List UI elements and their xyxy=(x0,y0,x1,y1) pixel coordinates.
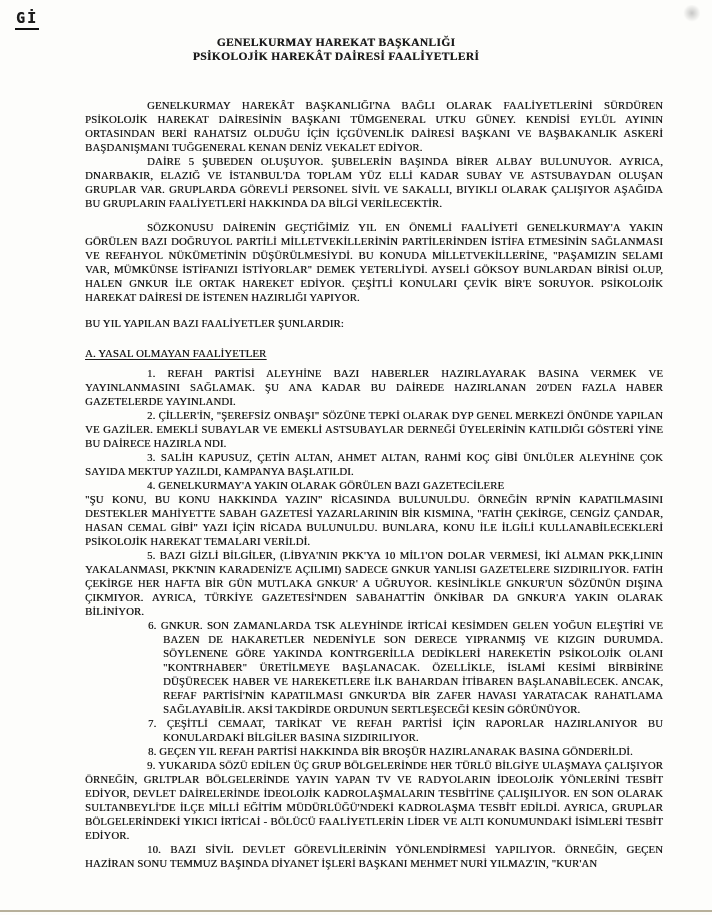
section-heading-a: A. YASAL OLMAYAN FAALİYETLER xyxy=(85,348,267,360)
list-item-6: 6. GNKUR. SON ZAMANLARDA TSK ALEYHİNDE İRTİCAİ KESİMDEN GELEN YOĞUN ELEŞTİRİ VE BAZEN DE HAKARETLER NEDENİYLE SON DERECE YIPRANMIŞ VE KIZGIN DURUMDA. SÖYLENENE GÖRE YAKINDA KONTRGERİLLA DEDİKLERİ HAREKETİN PSİKOLOJİK OLANI "KONTRHABER" ÜRETİLMEYE BAŞLANACAK. ÖZELLİKLE, İSLAMİ KESİMİ BİRBİRİNE DÜŞÜRECEK HABER VE HAREKETLERE İLK BAHARDAN İTİBAREN BAŞLANABİLECEK. ANCAK, REFAF PARTİSİ'NİN KAPATILMASI GNKUR'DA BİR ZAFER HAVASI YARATACAK RAHATLAMA SAĞLAYABİLİR. AKSİ TAKDİRDE ORDUNUN SERTLEŞECEĞİ KESİN GÖRÜNÜYOR. xyxy=(148,620,663,716)
intro-paragraph-1: GENELKURMAY HAREKÂT BAŞKANLIĞI'NA BAĞLI OLARAK FAALİYETLERİNİ SÜRDÜREN PSİKOLOJİK HAREKAT DAİRESİNİN BAŞKANI TÜMGENERAL UTKU GÜNEY. KENDİSİ EYLÜL AYININ ORTASINDAN BERİ RAHATSIZ OLDUĞU İÇİN İÇGÜVENLİK DAİRESİ BAŞKANI VE BAŞBAKANLIK ASKERİ BAŞDANIŞMANI TUĞGENERAL KENAN DENİZ VEKALET EDİYOR. xyxy=(85,100,663,154)
document-title xyxy=(0,36,672,64)
list-item-8: 8. GEÇEN YIL REFAH PARTİSİ HAKKINDA BİR BROŞÜR HAZIRLANARAK BASINA GÖNDERİLDİ. xyxy=(148,746,633,758)
activities-lead: BU YIL YAPILAN BAZI FAALİYETLER ŞUNLARDIR: xyxy=(85,318,344,330)
list-item-9: 9. YUKARIDA SÖZÜ EDİLEN ÜÇ GRUP BÖLGELERİNDE HER TÜRLÜ BİLGİYE ULAŞMAYA ÇALIŞIYOR ÖRNEĞİN, GRLTPLAR BÖLGELERİNDE YAYIN YAPAN TV VE RADYOLARIN İDEOLOJİK YÖNLERİNİ TESBİT EDİYOR, DEVLET DAİRELERİNDE İDEOLOJİK KADROLAŞMALARIN TESBİTİNE ÇALIŞILIYOR. EN SON OLARAK SULTANBEYLİ'DE İLÇE MİLLİ EĞİTİM MÜDÜRLÜĞÜ'NDEKİ KADROLAŞMA TESBİT EDİLDİ. AYRICA, GRUPLAR BÖLGELERİNDEKİ YIKICI İRTİCAİ - BÖLÜCÜ FAALİYETLERİN LİDER VE ALTI KONUMUNDAKİ İSİMLERİ TESBİT EDİYOR. xyxy=(85,760,663,842)
list-item-4-lead: 4. GENELKURMAY'A YAKIN OLARAK GÖRÜLEN BAZI GAZETECİLERE xyxy=(147,480,505,492)
list-item-4-continuation: "ŞU KONU, BU KONU HAKKINDA YAZIN" RİCASINDA BULUNULDU. ÖRNEĞİN RP'NİN KAPATILMASINI DESTEKLER MAHİYETTE SABAH GAZETESİ YAZARLARININ BİR KISMINA, "FATİH ÇEKİRGE, CENGİZ ÇANDAR, HASAN CEMAL GİBİ" YAZI İÇİN RİCADA BULUNULDU. BUNLARA, KONU İLE İLGİLİ KULLANABİLECEKLERİ PSİKOLOJİK HAREKAT TEMALARI VERİLDİ. xyxy=(85,494,663,548)
list-item-1: 1. REFAH PARTİSİ ALEYHİNE BAZI HABERLER HAZIRLAYARAK BASINA VERMEK VE YAYINLANMASINI SAĞLAMAK. ŞU ANA KADAR BU DAİREDE HAZIRLANAN 20'DEN FAZLA HABER GAZETELERDE YAYINLANDI. xyxy=(85,368,663,408)
title-line-1: GENELKURMAY HAREKAT BAŞKANLIĞI xyxy=(216,37,456,49)
title-line-2: PSİKOLOJİK HAREKÂT DAİRESİ FAALİYETLERİ xyxy=(192,51,480,63)
scan-smudge xyxy=(682,5,700,23)
list-item-7: 7. ÇEŞİTLİ CEMAAT, TARİKAT VE REFAH PARTİSİ İÇİN RAPORLAR HAZIRLANIYOR BU KONULARDAKİ BİLGİLER BASINA SIZDIRILIYOR. xyxy=(148,718,663,744)
document-body xyxy=(85,99,663,871)
list-item-10: 10. BAZI SİVİL DEVLET GÖREVLİLERİNİN YÖNLENDİRMESİ YAPILIYOR. ÖRNEĞİN, GEÇEN HAZİRAN SONU TEMMUZ BAŞINDA DİYANET İŞLERİ BAŞKANI MEHMET NURİ YILMAZ'IN, "KUR'AN xyxy=(85,844,663,870)
list-item-5: 5. BAZI GİZLİ BİLGİLER, (LİBYA'NIN PKK'YA 10 MİL1'ON DOLAR VERMESİ, İKİ ALMAN PKK,LININ YAKALANMASI, PKK'NIN KARADENİZ'E AÇILIMI) SADECE GNKUR YANLISI GAZETELERE SIZDIRILIYOR. FATİH ÇEKİRGE HER HAFTA BİR GÜN MUTLAKA GNKUR' A UĞRUYOR. KESİNLİKLE GNKUR'UN SÖZÜNÜN DIŞINA ÇIKMIYOR. AYRICA, TÜRKİYE GAZETESİ'NDEN SABAHATTİN ÖNKİBAR DA GNKUR'A YAKIN OLARAK BİLİNİYOR. xyxy=(85,550,663,618)
scan-edge-line xyxy=(0,910,712,912)
intro-paragraph-3: SÖZKONUSU DAİRENİN GEÇTİĞİMİZ YIL EN ÖNEMLİ FAALİYETİ GENELKURMAY'A YAKIN GÖRÜLEN BAZI DOĞRUYOL PARTİLİ MİLLETVEKİLLERİNİN PARTİLERİNDEN İSTİFA ETMESİNİN SAĞLANMASI VE REFAHYOL NÜKÜMETİNİN DÜŞÜRÜLMESİYDİ. BU KONUDA MİLLETVEKİLLERİNE, "PAŞAMIZIN SELAMI VAR, MÜMKÜNSE İSTİFANIZI İSTİYORLAR" DEMEK YETERLİYDİ. AYSELİ GÖKSOY BUNLARDAN BİRİSİ OLUP, HALEN GNKUR İLE ORTAK HAREKET EDİYOR. ÇEŞİTLİ KONULARI ÇEVİK BİR'E SORUYOR. PSİKOLOJİK HAREKAT DAİRESİ DE İSTENEN HAZIRLIĞI YAPIYOR. xyxy=(85,222,663,304)
header-mark: Gİ xyxy=(15,9,39,30)
list-item-3: 3. SALİH KAPUSUZ, ÇETİN ALTAN, AHMET ALTAN, RAHMİ KOÇ GİBİ ÜNLÜLER ALEYHİNE ÇOK SAYIDA MEKTUP YAZILDI, KAMPANYA BAŞLATILDI. xyxy=(85,452,663,478)
list-item-2: 2. ÇİLLER'İN, "ŞEREFSİZ ONBAŞI" SÖZÜNE TEPKİ OLARAK DYP GENEL MERKEZİ ÖNÜNDE YAPILAN VE GAZİLER. EMEKLİ SUBAYLAR VE EMEKLİ ASTSUBAYLAR DERNEĞİ ÜYELERİNİN KATILDIĞI GÖSTERİ YİNE BU DAİRECE HAZIRLA NDI. xyxy=(85,410,663,450)
intro-paragraph-2: DAİRE 5 ŞUBEDEN OLUŞUYOR. ŞUBELERİN BAŞINDA BİRER ALBAY BULUNUYOR. AYRICA, DNARBAKIR, ELAZIĞ VE İSTANBUL'DA TOPLAM YÜZ ELLİ KADAR SUBAY VE ASTSUBAYDAN OLUŞAN GRUPLAR VAR. GRUPLARDA GÖREVLİ PERSONEL SİVİL VE SAKALLI, BIYIKLI OLARAK ÇALIŞIYOR AŞAĞIDA BU GRUPLARIN FAALİYETLERİ HAKKINDA DA BİLGİ VERİLECEKTİR. xyxy=(85,156,663,210)
